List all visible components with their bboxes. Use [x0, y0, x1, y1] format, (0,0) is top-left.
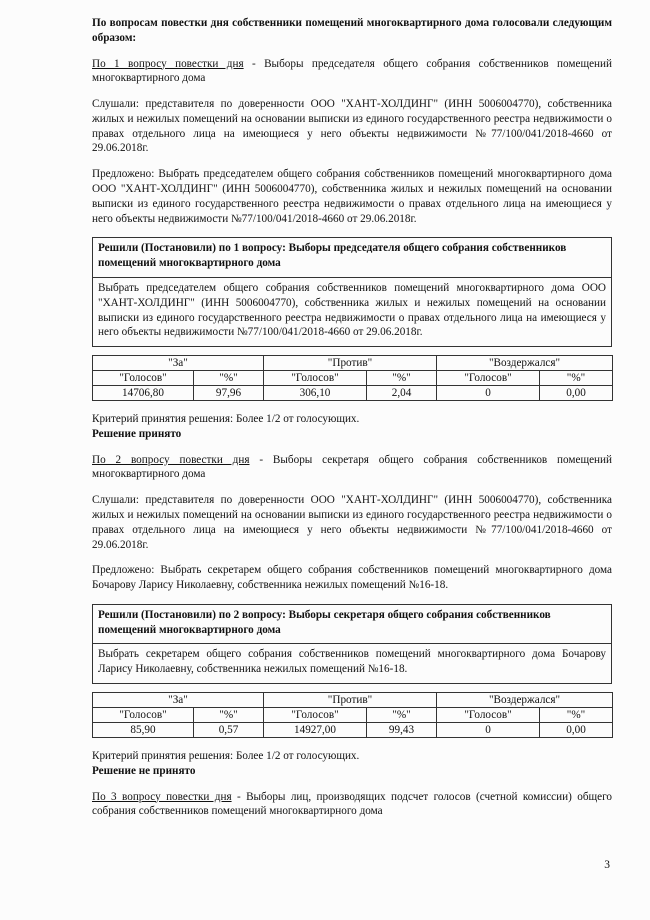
- question-2-votes-table: [92, 692, 613, 738]
- question-2-heard: Слушали: представителя по доверенности ООО "ХАНТ-ХОЛДИНГ" (ИНН 5006004770), собственника жилых и нежилых помещений на основании выписки из единого государственного реестра недвижимости о правах отдельного лица на имеющиеся у него объекты недвижимости №77/100/041/2018-4660 от 29.06.2018г.: [92, 494, 612, 551]
- question-3-label: По 3 вопросу повестки дня: [92, 790, 232, 803]
- question-1-proposed: Предложено: Выбрать председателем общего собрания собственников помещений многоквартирного дома ООО "ХАНТ-ХОЛДИНГ" (ИНН 5006004770), собственника жилых и нежилых помещений на основании выписки из единого государственного реестра недвижимости о правах отдельного лица на имеющиеся у него объекты недвижимости №77/100/041/2018-4660 от 29.06.2018г.: [92, 168, 612, 225]
- header-against: "Против": [264, 356, 437, 371]
- question-2-result: Решение не принято: [92, 764, 196, 777]
- for-votes-value: 85,90: [93, 723, 194, 738]
- question-1-label: По 1 вопросу повестки дня: [92, 57, 244, 70]
- question-1-criterion: Критерий принятия решения: Более 1/2 от голосующих.: [92, 413, 360, 426]
- header-pct: "%": [194, 371, 264, 386]
- header-votes: "Голосов": [437, 708, 540, 723]
- question-2-title: По 2 вопросу повестки дня - Выборы секретаря общего собрания собственников помещений многоквартирного дома: [92, 453, 613, 481]
- header-abstain: "Воздержался": [437, 693, 613, 708]
- question-2-decision-heading: Решили (Постановили) по 2 вопросу: Выборы секретаря общего собрания собственников помещений многоквартирного дома: [93, 604, 612, 644]
- header-votes: "Голосов": [264, 371, 367, 386]
- question-1-heard: Слушали: представителя по доверенности ООО "ХАНТ-ХОЛДИНГ" (ИНН 5006004770), собственника жилых и нежилых помещений на основании выписки из единого государственного реестра недвижимости о правах отдельного лица на имеющиеся у него объекты недвижимости №77/100/041/2018-4660 от 29.06.2018г.: [92, 98, 612, 155]
- document-body: [92, 16, 612, 819]
- page-number: 3: [604, 859, 610, 871]
- question-1-decision-text: Выбрать председателем общего собрания собственников помещений многоквартирного дома ООО "ХАНТ-ХОЛДИНГ" (ИНН 5006004770), собственника жилых и нежилых помещений на основании выписки из единого государственного реестра недвижимости о правах отдельного лица на имеющиеся у него объекты недвижимости №77/100/041/2018-4660 от 29.06.2018г.: [93, 277, 612, 346]
- question-1-decision-heading: Решили (Постановили) по 1 вопросу: Выборы председателя общего собрания собственников помещений многоквартирного дома: [93, 238, 612, 278]
- header-abstain: "Воздержался": [437, 356, 613, 371]
- header-votes: "Голосов": [437, 371, 540, 386]
- header-against: "Против": [264, 693, 437, 708]
- header-for: "За": [93, 356, 264, 371]
- abstain-votes-value: 0: [437, 723, 540, 738]
- header-pct: "%": [367, 371, 437, 386]
- header-votes: "Голосов": [93, 371, 194, 386]
- section-intro: По вопросам повестки дня собственники помещений многоквартирного дома голосовали следующим образом:: [92, 17, 612, 44]
- against-pct-value: 99,43: [367, 723, 437, 738]
- abstain-pct-value: 0,00: [540, 386, 613, 401]
- question-2-criterion: Критерий принятия решения: Более 1/2 от голосующих.: [92, 750, 360, 762]
- question-2-proposed: Предложено: Выбрать секретарем общего собрания собственников помещений многоквартирного дома Бочарову Ларису Николаевну, собственника нежилых помещений №16-18.: [92, 564, 612, 592]
- question-2-label: По 2 вопросу повестки дня: [92, 453, 250, 466]
- against-votes-value: 306,10: [264, 386, 367, 401]
- against-votes-value: 14927,00: [264, 723, 367, 738]
- question-3-title: По 3 вопросу повестки дня - Выборы лиц, производящих подсчет голосов (счетной комиссии) общего собрания собственников помещений многоквартирного дома: [92, 790, 612, 818]
- against-pct-value: 2,04: [367, 386, 437, 401]
- question-1-votes-table: [92, 355, 613, 401]
- for-pct-value: 97,96: [194, 386, 264, 401]
- question-1-result: Решение принято: [92, 427, 182, 440]
- question-2-decision-text: Выбрать секретарем общего собрания собственников помещений многоквартирного дома Бочарову Ларису Николаевну, собственника нежилых помещений №16-18.: [93, 644, 612, 684]
- question-2-decision-box: [92, 604, 612, 684]
- header-for: "За": [93, 693, 264, 708]
- for-votes-value: 14706,80: [93, 386, 194, 401]
- header-pct: "%": [367, 708, 437, 723]
- question-1-decision-box: [92, 237, 612, 347]
- header-votes: "Голосов": [93, 708, 194, 723]
- header-votes: "Голосов": [264, 708, 367, 723]
- abstain-votes-value: 0: [437, 386, 540, 401]
- header-pct: "%": [540, 708, 613, 723]
- question-1-title: По 1 вопросу повестки дня - Выборы председателя общего собрания собственников помещений многоквартирного дома: [92, 57, 612, 85]
- abstain-pct-value: 0,00: [540, 723, 613, 738]
- for-pct-value: 0,57: [194, 723, 264, 738]
- header-pct: "%": [540, 371, 613, 386]
- header-pct: "%": [194, 708, 264, 723]
